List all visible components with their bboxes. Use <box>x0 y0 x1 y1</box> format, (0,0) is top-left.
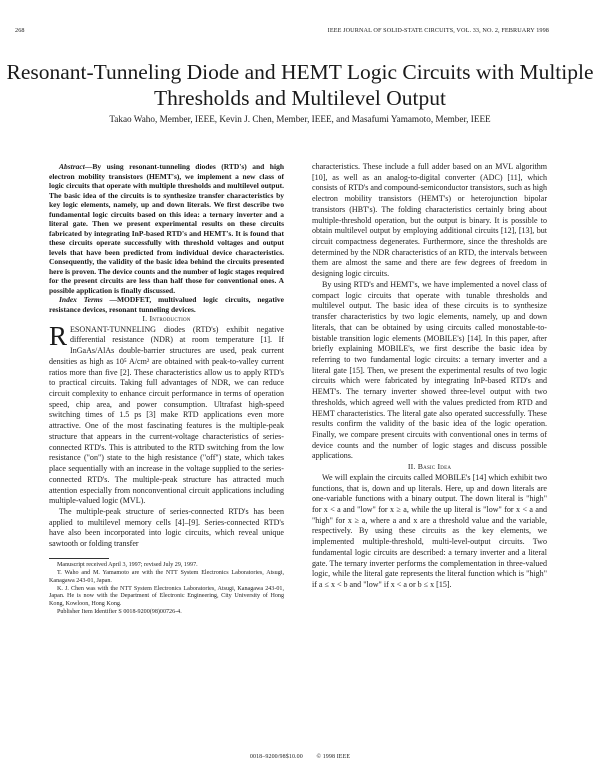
page-number: 268 <box>15 27 25 34</box>
intro-paragraph-2: The multiple-peak structure of series-connected RTD's has been applied to multilevel memory cells [4]–[9]. Series-connected RTD's have also been incorporated into logic circuits, which reveal unique sawtooth or folding transfer <box>49 506 284 549</box>
index-terms-label: Index Terms — <box>59 295 117 304</box>
page-footer <box>0 754 600 760</box>
intro-paragraph-3: By using RTD's and HEMT's, we have implemented a novel class of compact logic circuits that operate with tunable thresholds and multilevel output. The basic idea of these circuits is to synthesize transfer characteristics by two logic elements, namely, up and down literals, that can be obtained by using circuits called monostable-to-bistable transition logic elements (MOBILE's) [14]. In this paper, after briefly explaining MOBILE's, we first describe the basic idea by referring to two fundamental logic circuits: a ternary inverter and a literal gate [15]. Then, we present the experimental results of two logic circuits which were fabricated by integrating InP-based RTD's and HEMT's. The ternary inverter showed three-level output with two thresholds, which agreed well with the values predicted from RTD and HEMT characteristics. The literal gate also operated successfully. These results confirm the validity of the basic idea of the logic operation. Finally, we compare present circuits with conventional ones in terms of device counts and the number of logic stages and discuss possible applications. <box>312 279 547 461</box>
footer-code: 0018–9200/98$10.00 <box>249 754 303 760</box>
footnote-received: Manuscript received April 3, 1997; revised July 29, 1997. <box>57 561 198 568</box>
abstract <box>49 162 284 295</box>
drop-cap: R <box>49 320 68 351</box>
footer-copyright: © 1998 IEEE <box>316 754 351 760</box>
section-heading-basic-idea: II. Basic Idea <box>407 462 452 472</box>
running-header: IEEE JOURNAL OF SOLID-STATE CIRCUITS, VOL. 33, NO. 2, FEBRUARY 1998 <box>327 27 549 34</box>
left-column <box>49 162 284 617</box>
footnote-affiliation-2: K. J. Chen was with the NTT System Electronics Laboratories, Atsugi, Kanagawa 243-01, Japan. He is now with the Department of Electronic Engineering, City University of Hong Kong, Kowloon, Hong Kong. <box>49 585 284 608</box>
basic-idea-paragraph-1: We will explain the circuits called MOBILE's [14] which exhibit two functions, that is, down and up literals. Here, up and down literals are one-variable functions with a binary output. The down literal is "high" for x < a and "low" for x ≥ a, while the up literal is "low" for x < a and "high" for x ≥ a, where a and x are a threshold value and the variable, respectively. By using these circuits as the key elements, we implemented multiple-threshold, multi-level-output circuits. Two fundamental logic circuits are described: a ternary inverter and a literal gate. The ternary inverter performs the complementation in three-valued logic, while the literal gate represents the literal function which is "high" if a ≤ x < b and "low" if x < a or b ≤ x [15]. <box>312 472 547 590</box>
abstract-label: Abstract— <box>59 162 93 171</box>
intro-paragraph-1 <box>49 320 284 507</box>
index-terms-text: MODFET, multivalued logic circuits, negative resistance devices, resonant tunneling devices. <box>49 295 284 314</box>
right-column <box>312 162 547 591</box>
index-terms <box>49 295 284 314</box>
intro-paragraph-2-continued: characteristics. These include a full adder based on an MVL algorithm [10], as well as an analog-to-digital converter (ADC) [11], which consists of RTD's and compound-semiconductor transistors, such as high electron mobility transistors (HEMT's) or heterojunction bipolar transistors (HBT's). The folding characteristics certainly bring about multiple-threshold operation, but the output is binary. It is possible to obtain multilevel output by employing additional circuits [12], [13], but circuit compactness degenerates. Furthermore, since the thresholds are determined by the NDR characteristics of an RTD, the intervals between them are almost the same and there are few degrees of freedom in designing logic circuits. <box>312 162 547 279</box>
footnote-rule <box>49 558 109 559</box>
footnote-block <box>49 558 284 617</box>
intro-paragraph-1-text: ESONANT-TUNNELING diodes (RTD's) exhibit negative differential resistance (NDR) at room temperature [1]. If InGaAs/AlAs double-barrier structures are used, peak current densities as high as 10⁵ A/cm² are obtained with peak-to-valley current ratios more than five [2]. These characteristics allow us to apply RTD's to practical circuits. Taking full advantages of NDR, we can reduce circuit complexity to enhance circuit performance in terms of operation speed, chip area, and power consumption. Ultrafast high-speed switching times of 1.5 ps [3] make RTD applications even more attractive. One of the most fascinating features is the multiple-peak structure that appears in the current-voltage characteristics of series-connected RTD's. This is attributed to the RTD switching from the low resistance ("on") state to the high resistance ("off") state, which takes place sequentially with an increase in the voltage supplied to the series-connected RTD's. The multiple-peak structure has attracted much attention especially from nonconventional circuit applications including multiple-valued logic (MVL). <box>49 324 284 506</box>
author-line: Takao Waho, Member, IEEE, Kevin J. Chen, Member, IEEE, and Masafumi Yamamoto, Member, IEEE <box>109 114 491 124</box>
paper-title: Resonant-Tunneling Diode and HEMT Logic Circuits with Multiple Thresholds and Multilevel Output <box>6 60 594 110</box>
section-heading-introduction: I. Introduction <box>142 314 191 323</box>
footnote-identifier: Publisher Item Identifier S 0018-9200(98)00726-4. <box>57 609 182 616</box>
abstract-text: By using resonant-tunneling diodes (RTD's) and high electron mobility transistors (HEMT's), we implement a new class of logic circuits that operate with multiple thresholds and multilevel output. The basic idea of the circuits is to synthesize transfer characteristics by key logic elements, namely, up and down literals. We first describe two fundamental logic circuits based on this idea: a ternary inverter and a literal gate. Then we present experimental results on these circuits fabricated by integrating InP-based RTD's and HEMT's. It is found that these circuits operate successfully with threshold voltages and output levels that have been predicted from individual device characteristics. Consequently, the validity of the basic idea behind the circuits presented here is proven. The device counts and the number of logic stages required for the present circuits are less than half those for conventional ones. A possible application is finally discussed. <box>49 162 284 295</box>
footnote-affiliation-1: T. Waho and M. Yamamoto are with the NTT System Electronics Laboratories, Atsugi, Kanagawa 243-01, Japan. <box>49 569 284 584</box>
